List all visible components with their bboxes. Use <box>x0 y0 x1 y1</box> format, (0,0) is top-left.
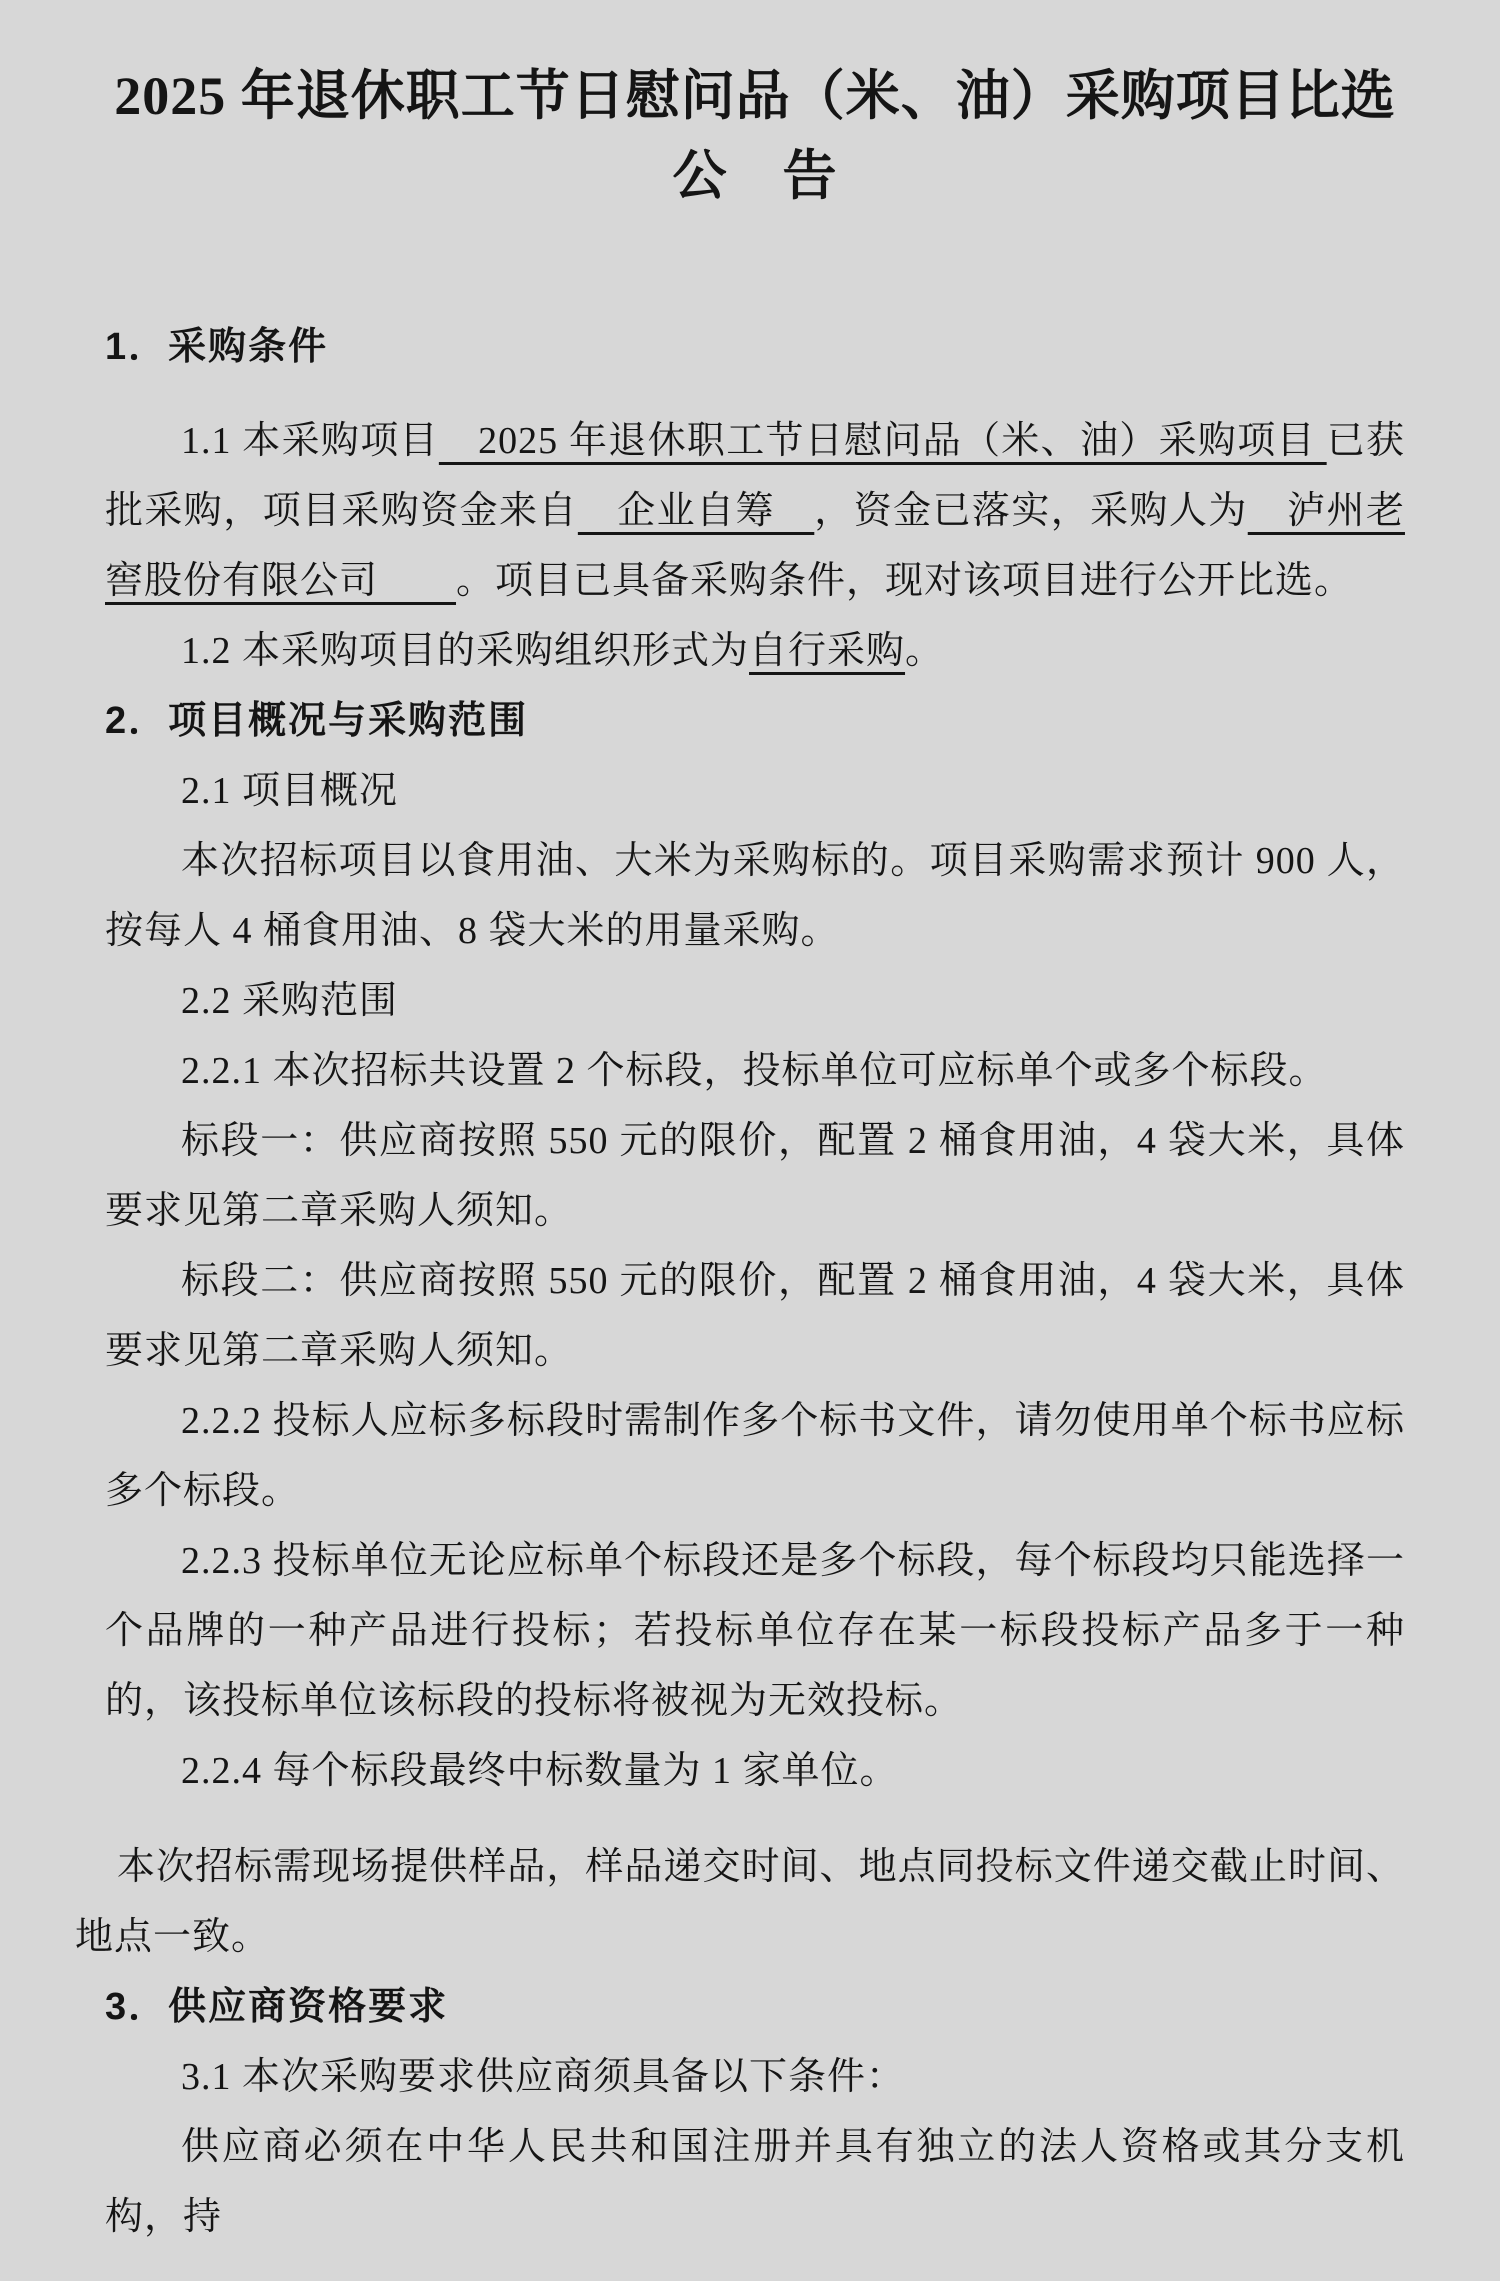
clause-1-2-lead: 1.2 本采购项目的采购组织形式为 <box>181 630 750 672</box>
blank-purchaser-name: 泸州老窖股份有限公司 <box>105 490 1405 602</box>
clause-2-1-title: 2.1 项目概况 <box>181 770 399 812</box>
clause-2-1-body: 本次招标项目以食用油、大米为采购标的。项目采购需求预计 900 人，按每人 4 桶食用油、8 袋大米的用量采购。 <box>105 840 1405 952</box>
clause-supplier-requirement: 供应商必须在中华人民共和国注册并具有独立的法人资格或其分支机构，持 <box>105 2126 1405 2238</box>
clause-1-1-implemented: ，资金已落实，采购人为 <box>814 490 1248 532</box>
clause-1-1-lead: 1.1 本采购项目 <box>181 420 439 462</box>
blank-fund-source: 企业自筹 <box>577 490 815 532</box>
clause-1-2-tail: 。 <box>905 630 945 672</box>
section-2-heading: 2．项目概况与采购范围 <box>105 700 529 742</box>
clause-lot-2: 标段二：供应商按照 550 元的限价，配置 2 桶食用油，4 袋大米，具体要求见第二章采购人须知。 <box>105 1260 1405 1372</box>
clause-2-2-2: 2.2.2 投标人应标多标段时需制作多个标书文件，请勿使用单个标书应标多个标段。 <box>105 1400 1405 1512</box>
clause-2-2-1: 2.2.1 本次招标共设置 2 个标段，投标单位可应标单个或多个标段。 <box>181 1050 1328 1092</box>
title-line-1: 2025 年退休职工节日慰问品（米、油）采购项目比选 <box>114 66 1396 126</box>
clause-2-2-3: 2.2.3 投标单位无论应标单个标段还是多个标段，每个标段均只能选择一个品牌的一种产品进行投标；若投标单位存在某一标段投标产品多于一种的，该投标单位该标段的投标将被视为无效投标。 <box>105 1540 1405 1722</box>
clause-2-2-title: 2.2 采购范围 <box>181 980 399 1022</box>
clause-1-1-approved: 已获批采购，项目采购资金来自 <box>105 420 1405 532</box>
clause-1-2 <box>105 616 1405 686</box>
blank-procurement-mode: 自行采购 <box>749 630 906 672</box>
section-3-heading: 3．供应商资格要求 <box>105 1986 449 2028</box>
clause-1-1-tail: 。项目已具备采购条件，现对该项目进行公开比选。 <box>456 560 1354 602</box>
title-line-2: 公 告 <box>672 146 838 206</box>
blank-project-name: 2025 年退休职工节日慰问品（米、油）采购项目 <box>438 420 1327 462</box>
document-title <box>105 56 1405 216</box>
clause-lot-1: 标段一：供应商按照 550 元的限价，配置 2 桶食用油，4 袋大米，具体要求见第二章采购人须知。 <box>105 1120 1405 1232</box>
clause-3-1: 3.1 本次采购要求供应商须具备以下条件： <box>181 2056 906 2098</box>
section-1-heading: 1．采购条件 <box>105 326 329 368</box>
clause-1-1 <box>105 406 1405 616</box>
clause-2-2-4: 2.2.4 每个标段最终中标数量为 1 家单位。 <box>181 1750 899 1792</box>
clause-sample-note: 本次招标需现场提供样品，样品递交时间、地点同投标文件递交截止时间、地点一致。 <box>75 1846 1405 1958</box>
